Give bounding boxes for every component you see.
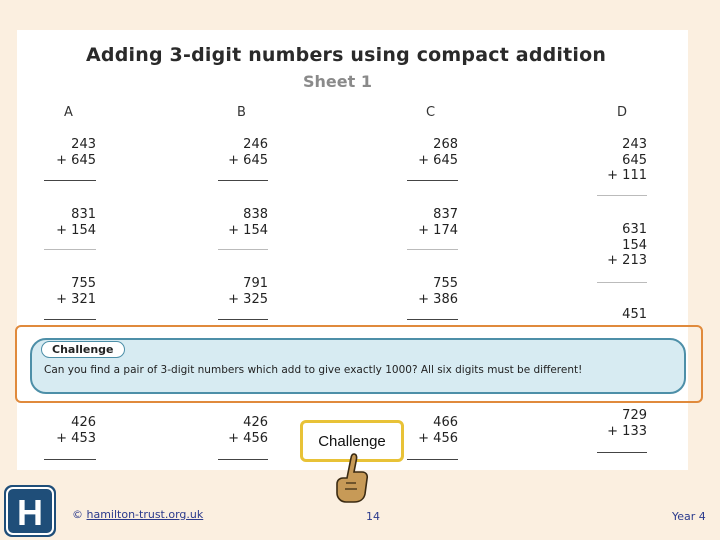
addend: 426 [243, 415, 268, 430]
year-label: Year 4 [672, 510, 706, 523]
addend: 243 [71, 137, 96, 152]
addend: 645 [622, 152, 647, 168]
addend: + 645 [56, 152, 96, 168]
answer-line [218, 249, 268, 250]
addend: + 111 [607, 168, 647, 183]
addend: + 325 [228, 291, 268, 307]
addend: + 133 [607, 423, 647, 439]
problem-b3 [198, 276, 268, 307]
addend: 791 [243, 276, 268, 291]
addend: + 154 [56, 222, 96, 238]
challenge-tag: Challenge [41, 341, 125, 358]
problem-c1 [388, 137, 458, 168]
column-header-c: C [426, 105, 436, 120]
hamilton-logo-icon [4, 485, 56, 537]
addend: + 213 [607, 253, 647, 268]
answer-line [44, 249, 96, 250]
answer-line [407, 180, 458, 181]
problem-a3 [26, 276, 96, 307]
addend: + 453 [56, 430, 96, 446]
problem-d3-top [577, 307, 647, 323]
addend: 837 [433, 207, 458, 222]
addend: 838 [243, 207, 268, 222]
addend: 466 [433, 415, 458, 430]
addend: + 645 [228, 152, 268, 168]
answer-line [597, 195, 647, 196]
addend: + 154 [228, 222, 268, 238]
answer-line [218, 459, 268, 460]
addend: 154 [622, 237, 647, 253]
svg-text:H: H [17, 492, 43, 533]
answer-line [407, 319, 458, 320]
answer-line [44, 180, 96, 181]
answer-line [597, 452, 647, 453]
answer-line [218, 180, 268, 181]
website-link-text[interactable]: hamilton-trust.org.uk [86, 508, 204, 521]
addend: 246 [243, 137, 268, 152]
footer-website-link[interactable] [72, 508, 203, 521]
answer-line [44, 459, 96, 460]
challenge-text: Can you find a pair of 3-digit numbers which add to give exactly 1000? All six digits must be different! [44, 364, 583, 376]
problem-c3 [388, 276, 458, 307]
problem-b2 [198, 207, 268, 238]
problem-b4 [198, 415, 268, 446]
answer-line [44, 319, 96, 320]
worksheet-subtitle: Sheet 1 [303, 72, 372, 91]
addend: + 645 [418, 152, 458, 168]
addend: + 386 [418, 291, 458, 307]
answer-line [407, 459, 458, 460]
answer-line [407, 249, 458, 250]
addend: 426 [71, 415, 96, 430]
column-header-b: B [237, 105, 246, 120]
column-header-a: A [64, 105, 73, 120]
problem-a2 [26, 207, 96, 238]
addend: + 456 [228, 430, 268, 446]
addend: 729 [622, 408, 647, 423]
worksheet-title: Adding 3-digit numbers using compact addition [86, 44, 607, 66]
problem-b1 [198, 137, 268, 168]
problem-d1 [577, 137, 647, 184]
problem-a1 [26, 137, 96, 168]
answer-line [218, 319, 268, 320]
challenge-callout-label: Challenge [318, 432, 386, 450]
highlight-frame [15, 325, 703, 403]
copyright-symbol: © [72, 508, 83, 521]
addend: 755 [71, 276, 96, 291]
problem-d2 [577, 222, 647, 269]
addend: 243 [622, 137, 647, 152]
addend: 831 [71, 207, 96, 222]
addend: 268 [433, 137, 458, 152]
addend: 755 [433, 276, 458, 291]
answer-line [597, 282, 647, 283]
addend: + 456 [418, 430, 458, 446]
addend: 451 [622, 307, 647, 322]
problem-d3-bottom [577, 408, 647, 439]
page-number: 14 [366, 510, 380, 523]
addend: + 174 [418, 222, 458, 238]
column-header-d: D [617, 105, 628, 120]
addend: + 321 [56, 291, 96, 307]
pointing-hand-icon [332, 452, 372, 504]
problem-c2 [388, 207, 458, 238]
addend: 631 [622, 222, 647, 237]
problem-a4 [26, 415, 96, 446]
